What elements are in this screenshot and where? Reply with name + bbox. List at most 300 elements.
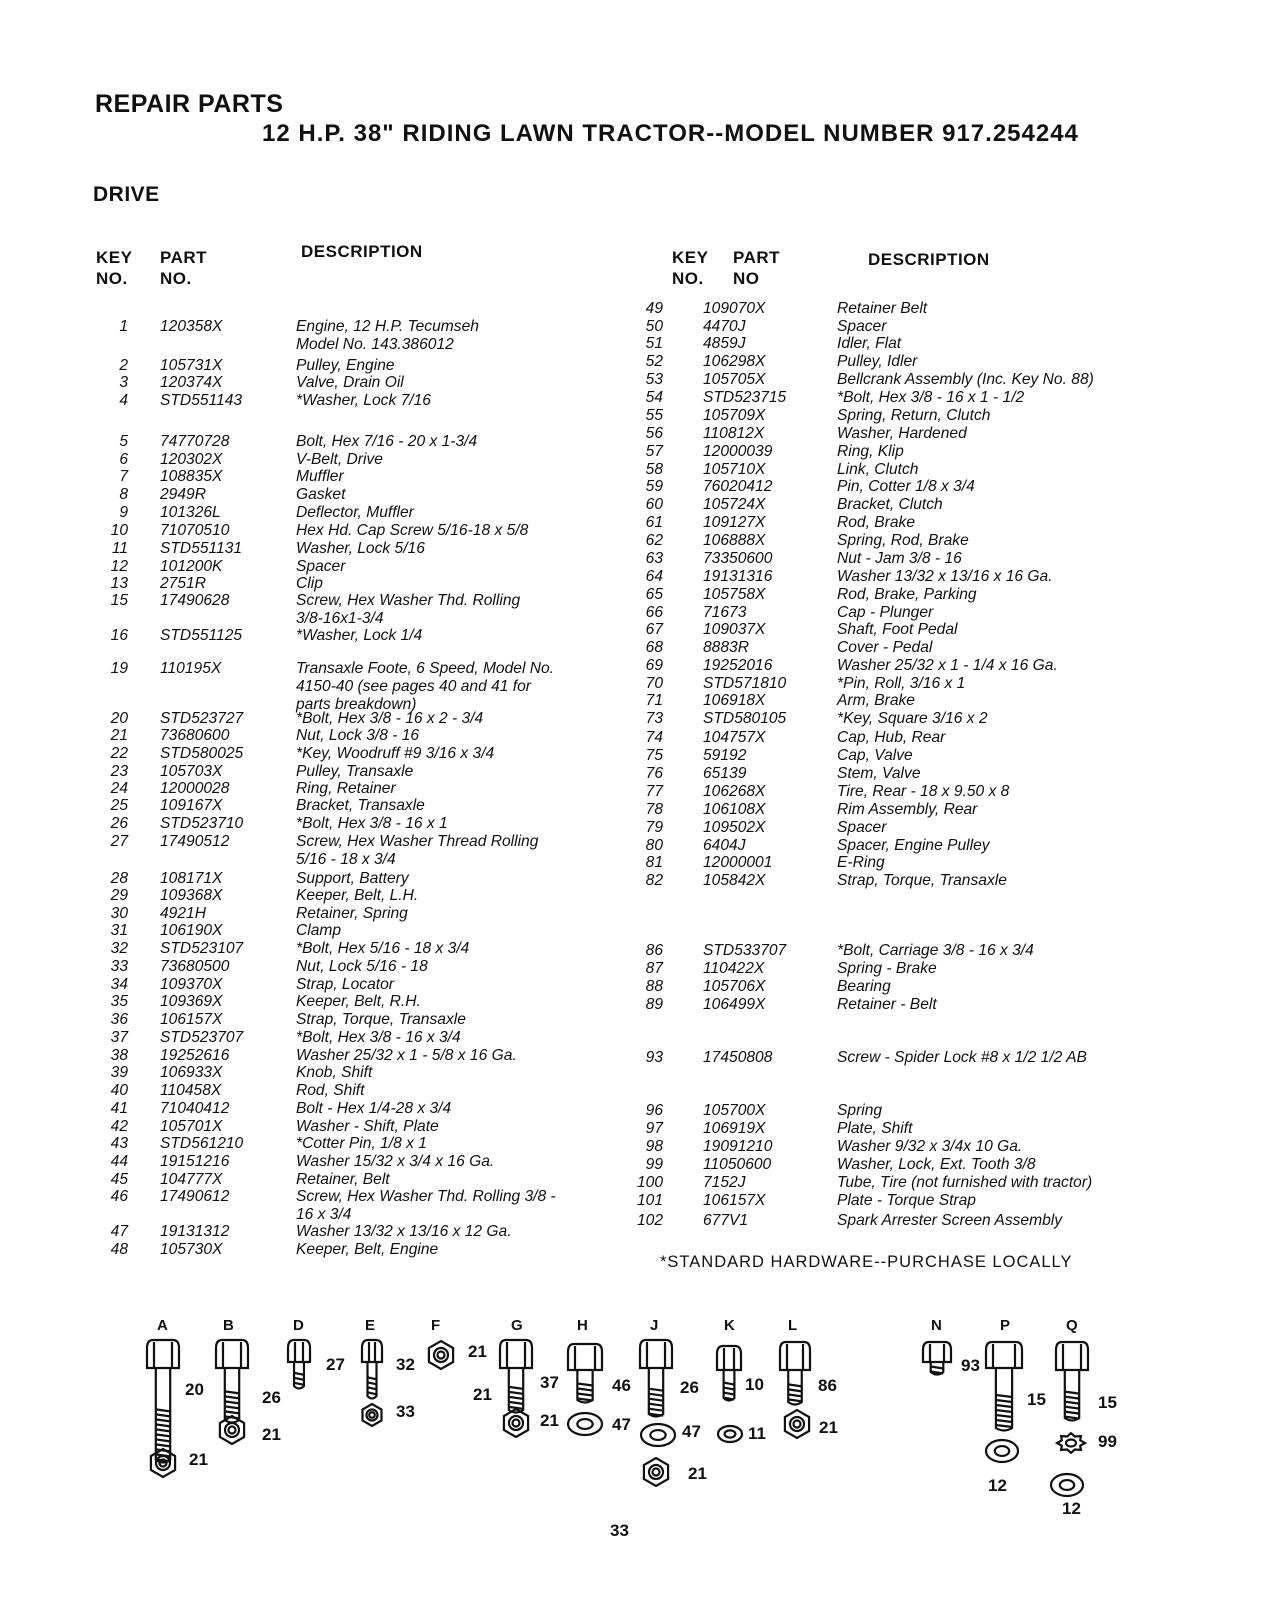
key-number: 52 (645, 353, 663, 370)
key-number: 15 (110, 592, 128, 609)
hardware-callout: 86 (818, 1376, 837, 1395)
hardware-callout: 33 (396, 1402, 415, 1421)
key-number: 88 (645, 978, 663, 995)
key-number: 79 (645, 819, 663, 836)
part-number: STD533707 (703, 942, 787, 959)
left-part-row (88, 486, 345, 504)
key-number: 44 (110, 1153, 128, 1170)
left-part-row (88, 1029, 461, 1047)
part-description: Washer, Lock 5/16 (296, 540, 425, 557)
part-description: *Bolt, Hex 3/8 - 16 x 1 (296, 815, 448, 832)
left-part-row (88, 660, 554, 714)
key-number: 78 (645, 801, 663, 818)
left-part-row (88, 627, 422, 645)
part-number: 106918X (703, 692, 766, 709)
right-part-row (633, 978, 891, 996)
right-part-row (633, 389, 1024, 407)
nut-icon (644, 1458, 668, 1486)
key-number: 1 (119, 318, 128, 335)
part-number: 110812X (703, 425, 765, 442)
part-description: *Key, Woodruff #9 3/16 x 3/4 (296, 745, 495, 762)
left-part-row (88, 1223, 512, 1241)
bolt-icon (640, 1340, 672, 1417)
right-part-row (633, 300, 927, 318)
left-part-row (88, 905, 408, 923)
key-number: 33 (110, 958, 128, 975)
part-description: Pin, Cotter 1/8 x 3/4 (837, 478, 975, 495)
part-number: 105703X (160, 763, 223, 780)
key-number: 93 (645, 1049, 663, 1066)
right-part-row (633, 1138, 1022, 1156)
right-part-row (633, 443, 904, 461)
part-description: Bracket, Clutch (837, 496, 943, 513)
hardware-callout: 10 (745, 1375, 764, 1394)
left-part-row (88, 1153, 494, 1171)
part-description: Cap, Hub, Rear (837, 729, 946, 746)
part-description: Washer 13/32 x 13/16 x 16 Ga. (837, 568, 1053, 585)
hardware-callout: 26 (262, 1388, 281, 1407)
hardware-callout: 12 (1062, 1499, 1081, 1518)
part-description: Nut - Jam 3/8 - 16 (837, 550, 962, 567)
left-part-row (88, 433, 477, 451)
part-number: 109167X (160, 797, 223, 814)
part-number: 104777X (160, 1171, 223, 1188)
part-description: Washer 9/32 x 3/4x 10 Ga. (837, 1138, 1023, 1155)
part-number: 105706X (703, 978, 766, 995)
hardware-callout: 37 (540, 1373, 559, 1392)
left-part-row (88, 710, 483, 728)
hardware-letter: E (365, 1317, 376, 1334)
key-number: 6 (119, 451, 128, 468)
part-number: STD551125 (160, 627, 243, 644)
hardware-callout: 47 (612, 1415, 631, 1434)
hardware-letter: Q (1066, 1317, 1078, 1334)
key-number: 102 (636, 1212, 663, 1229)
right-part-row (633, 318, 886, 336)
part-description: *Bolt, Carriage 3/8 - 16 x 3/4 (837, 942, 1034, 959)
key-number: 35 (110, 993, 128, 1010)
part-number: 106108X (703, 801, 766, 818)
hardware-callout: 21 (819, 1418, 838, 1437)
nut-icon (220, 1416, 244, 1444)
part-description: Tire, Rear - 18 x 9.50 x 8 (837, 783, 1010, 800)
key-number: 30 (110, 905, 128, 922)
hardware-callout: 21 (473, 1385, 492, 1404)
left-desc-header: DESCRIPTION (301, 242, 423, 261)
part-number: 106888X (703, 532, 766, 549)
hardware-callout: 21 (189, 1450, 208, 1469)
key-number: 50 (645, 318, 663, 335)
hardware-callout: 15 (1027, 1390, 1046, 1409)
part-number: 74770728 (160, 433, 230, 450)
part-number: 106268X (703, 783, 766, 800)
part-number: 109127X (703, 514, 766, 531)
part-number: 6404J (703, 837, 746, 854)
left-part-row (88, 592, 520, 628)
part-description: Cap, Valve (837, 747, 913, 764)
part-description: Spring - Brake (837, 960, 937, 977)
key-number: 41 (110, 1100, 128, 1117)
part-description: Support, Battery (296, 870, 409, 887)
part-description: Washer - Shift, Plate (296, 1118, 439, 1135)
key-number: 37 (110, 1029, 128, 1046)
part-description: Spring (837, 1102, 883, 1119)
nut-icon (785, 1410, 809, 1438)
part-description: Clamp (296, 922, 342, 939)
right-part-row (633, 837, 990, 855)
part-number: STD523710 (160, 815, 244, 832)
left-part-row (88, 1082, 364, 1100)
left-key-header: KEY NO. (96, 248, 133, 288)
part-number: 109370X (160, 976, 223, 993)
left-part-row (88, 1011, 466, 1029)
left-part-row (88, 1047, 517, 1065)
part-number: 59192 (703, 747, 747, 764)
right-part-row (633, 1156, 1036, 1174)
key-number: 101 (636, 1192, 663, 1209)
hardware-letter: A (157, 1317, 168, 1334)
key-number: 63 (645, 550, 663, 567)
right-part-row (633, 1192, 976, 1210)
key-number: 68 (645, 639, 663, 656)
right-part-row (633, 639, 932, 657)
key-number: 8 (119, 486, 128, 503)
key-number: 10 (110, 522, 128, 539)
key-number: 49 (645, 300, 663, 317)
left-part-row (88, 468, 344, 486)
bolt-icon (986, 1342, 1022, 1431)
part-number: 105758X (703, 586, 766, 603)
key-number: 4 (119, 392, 128, 409)
part-number: 19252616 (160, 1047, 230, 1064)
part-description: Spring, Return, Clutch (837, 407, 991, 424)
key-number: 69 (645, 657, 663, 674)
key-number: 28 (110, 870, 128, 887)
right-part-row (633, 1102, 882, 1120)
left-part-row (88, 558, 345, 576)
part-number: STD523715 (703, 389, 787, 406)
key-number: 99 (645, 1156, 663, 1173)
left-part-row (88, 522, 528, 540)
key-number: 73 (645, 710, 663, 727)
part-number: 105724X (703, 496, 766, 513)
hardware-callout: 20 (185, 1380, 204, 1399)
hardware-callout: 26 (680, 1378, 699, 1397)
left-part-row (88, 958, 428, 976)
hardware-callout: 46 (612, 1376, 631, 1395)
key-number: 11 (111, 540, 128, 557)
part-description: Engine, 12 H.P. Tecumseh Model No. 143.386012 (296, 318, 479, 353)
key-number: 74 (645, 729, 663, 746)
part-number: 17490628 (160, 592, 230, 609)
bolt-icon (288, 1340, 310, 1389)
part-description: Pulley, Idler (837, 353, 918, 370)
part-description: Gasket (296, 486, 346, 503)
key-number: 12 (110, 558, 128, 575)
part-number: 12000001 (703, 854, 773, 871)
part-description: *Bolt, Hex 3/8 - 16 x 3/4 (296, 1029, 461, 1046)
part-description: Spark Arrester Screen Assembly (837, 1212, 1063, 1229)
right-part-row (633, 1049, 1087, 1067)
part-description: Screw, Hex Washer Thd. Rolling 3/8-16x1-3/4 (296, 592, 521, 627)
part-description: Spacer (837, 318, 887, 335)
part-number: 19252016 (703, 657, 773, 674)
key-number: 55 (645, 407, 663, 424)
part-number: 4921H (160, 905, 206, 922)
part-description: Screw, Hex Washer Thread Rolling 5/16 - 18 x 3/4 (296, 833, 539, 868)
part-description: Keeper, Belt, L.H. (296, 887, 419, 904)
key-number: 58 (645, 461, 663, 478)
hardware-callout: 21 (688, 1464, 707, 1483)
part-description: Plate - Torque Strap (837, 1192, 976, 1209)
part-number: 7152J (703, 1174, 746, 1191)
right-part-row (633, 675, 965, 693)
left-part-header: PART NO. (160, 248, 208, 288)
left-part-row (88, 374, 404, 392)
part-number: 105842X (703, 872, 766, 889)
part-number: 109369X (160, 993, 223, 1010)
right-part-row (633, 942, 1034, 960)
part-description: Spacer (296, 558, 346, 575)
part-description: Bracket, Transaxle (296, 797, 425, 814)
hardware-callout: 32 (396, 1355, 415, 1374)
part-number: 101200K (160, 558, 223, 575)
left-part-row (88, 797, 425, 815)
part-number: 101326L (160, 504, 221, 521)
part-description: Strap, Torque, Transaxle (296, 1011, 466, 1028)
part-description: Stem, Valve (837, 765, 921, 782)
part-number: 106298X (703, 353, 766, 370)
key-number: 61 (645, 514, 663, 531)
key-number: 81 (645, 854, 663, 871)
part-description: Retainer, Spring (296, 905, 408, 922)
left-part-row (88, 976, 394, 994)
key-number: 64 (645, 568, 663, 585)
right-part-row (633, 353, 917, 371)
part-description: Nut, Lock 3/8 - 16 (296, 727, 420, 744)
standard-hardware-note: *STANDARD HARDWARE--PURCHASE LOCALLY (660, 1253, 1073, 1271)
part-description: Strap, Locator (296, 976, 394, 993)
key-number: 89 (645, 996, 663, 1013)
right-part-row (633, 729, 945, 747)
left-part-row (88, 575, 323, 593)
part-description: Idler, Flat (837, 335, 902, 352)
part-description: *Washer, Lock 1/4 (296, 627, 423, 644)
key-number: 86 (645, 942, 663, 959)
key-number: 32 (110, 940, 128, 957)
part-number: 17490612 (160, 1188, 230, 1205)
nut-icon (363, 1404, 382, 1426)
part-number: 4859J (703, 335, 746, 352)
part-description: Rod, Brake (837, 514, 916, 531)
right-part-row (633, 621, 958, 639)
part-number: 19151216 (160, 1153, 230, 1170)
part-number: 19131312 (160, 1223, 230, 1240)
key-number: 5 (119, 433, 128, 450)
left-part-row (88, 392, 431, 410)
part-description: Muffler (296, 468, 344, 485)
part-description: Retainer Belt (837, 300, 928, 317)
part-number: STD523727 (160, 710, 244, 727)
key-number: 48 (110, 1241, 128, 1258)
key-number: 36 (110, 1011, 128, 1028)
part-number: 105710X (703, 461, 766, 478)
part-number: 106157X (703, 1192, 766, 1209)
part-description: Rim Assembly, Rear (837, 801, 978, 818)
hardware-callout: 15 (1098, 1393, 1117, 1412)
left-part-row (88, 993, 421, 1011)
right-part-row (633, 657, 1058, 675)
bolt-icon (923, 1342, 951, 1375)
key-number: 100 (636, 1174, 663, 1191)
bolt-icon (568, 1344, 602, 1403)
part-number: 65139 (703, 765, 747, 782)
left-part-row (88, 1171, 390, 1189)
key-number: 87 (645, 960, 663, 977)
key-number: 53 (645, 371, 663, 388)
part-description: Keeper, Belt, Engine (296, 1241, 439, 1258)
hardware-callout: 93 (961, 1356, 980, 1375)
hardware-callout: 27 (326, 1355, 345, 1374)
part-description: *Bolt, Hex 3/8 - 16 x 2 - 3/4 (296, 710, 484, 727)
left-part-row (88, 1135, 427, 1153)
washer-icon (641, 1424, 675, 1446)
part-number: 2751R (160, 575, 206, 592)
part-description: Washer, Lock, Ext. Tooth 3/8 (837, 1156, 1036, 1173)
left-part-row (88, 745, 494, 763)
key-number: 42 (110, 1118, 128, 1135)
page-number: 33 (610, 1521, 629, 1540)
part-number: STD523707 (160, 1029, 244, 1046)
part-description: *Key, Square 3/16 x 2 (837, 710, 988, 727)
part-number: 105731X (160, 357, 223, 374)
right-part-row (633, 568, 1053, 586)
key-number: 65 (645, 586, 663, 603)
part-number: 106919X (703, 1120, 766, 1137)
part-number: 76020412 (703, 478, 773, 495)
right-part-row (633, 335, 901, 353)
part-description: Hex Hd. Cap Screw 5/16-18 x 5/8 (296, 522, 529, 539)
part-description: Deflector, Muffler (296, 504, 414, 521)
part-description: Washer 25/32 x 1 - 5/8 x 16 Ga. (296, 1047, 517, 1064)
bolt-icon (147, 1340, 179, 1463)
key-number: 20 (110, 710, 128, 727)
part-number: 12000039 (703, 443, 773, 460)
part-number: 106499X (703, 996, 766, 1013)
part-description: Plate, Shift (837, 1120, 913, 1137)
washer-icon (986, 1440, 1018, 1462)
part-description: Tube, Tire (not furnished with tractor) (837, 1174, 1093, 1191)
part-number: STD580025 (160, 745, 244, 762)
right-part-row (633, 692, 915, 710)
part-number: 109368X (160, 887, 223, 904)
key-number: 76 (645, 765, 663, 782)
left-part-row (88, 357, 395, 375)
right-part-row (633, 1174, 1092, 1192)
part-description: Arm, Brake (837, 692, 915, 709)
key-number: 25 (110, 797, 128, 814)
left-part-row (88, 1100, 451, 1118)
hardware-letter: J (650, 1317, 659, 1334)
part-number: 73680600 (160, 727, 230, 744)
key-number: 57 (645, 443, 663, 460)
left-part-row (88, 1241, 438, 1259)
key-number: 40 (110, 1082, 128, 1099)
right-part-row (633, 819, 886, 837)
key-number: 13 (110, 575, 128, 592)
key-number: 96 (645, 1102, 663, 1119)
bolt-icon (780, 1342, 810, 1405)
part-description: Washer 15/32 x 3/4 x 16 Ga. (296, 1153, 495, 1170)
part-number: 8883R (703, 639, 749, 656)
part-description: Shaft, Foot Pedal (837, 621, 958, 638)
right-part-row (633, 1120, 912, 1138)
page-title: REPAIR PARTS (95, 90, 284, 118)
key-number: 2 (119, 357, 128, 374)
left-part-row (88, 504, 414, 522)
part-description: *Pin, Roll, 3/16 x 1 (837, 675, 966, 692)
section-title: DRIVE (93, 183, 160, 206)
part-description: Screw - Spider Lock #8 x 1/2 1/2 AB (837, 1049, 1087, 1066)
right-part-row (633, 478, 975, 496)
part-number: 109070X (703, 300, 766, 317)
hardware-letter: G (511, 1317, 523, 1334)
key-number: 9 (119, 504, 128, 521)
part-description: Strap, Torque, Transaxle (837, 872, 1007, 889)
left-part-row (88, 870, 409, 888)
key-number: 62 (645, 532, 663, 549)
hardware-letter: F (431, 1317, 441, 1334)
part-number: 105709X (703, 407, 766, 424)
key-number: 31 (110, 922, 128, 939)
part-description: Pulley, Transaxle (296, 763, 414, 780)
key-number: 67 (645, 621, 663, 638)
washer-icon (718, 1426, 742, 1442)
hardware-letter: K (724, 1317, 735, 1334)
part-number: STD523107 (160, 940, 244, 957)
left-part-row (88, 1118, 439, 1136)
key-number: 77 (645, 783, 663, 800)
part-number: 106933X (160, 1064, 223, 1081)
part-number: 110195X (160, 660, 222, 677)
bolt-icon (1056, 1342, 1088, 1421)
key-number: 97 (645, 1120, 663, 1137)
left-part-row (88, 887, 418, 905)
part-number: 106157X (160, 1011, 223, 1028)
right-part-row (633, 710, 988, 728)
hardware-letter: D (293, 1317, 304, 1334)
part-number: 120302X (160, 451, 223, 468)
part-description: Nut, Lock 5/16 - 18 (296, 958, 428, 975)
key-number: 54 (645, 389, 663, 406)
key-number: 29 (110, 887, 128, 904)
left-part-row (88, 922, 341, 940)
part-description: Keeper, Belt, R.H. (296, 993, 421, 1010)
left-part-row (88, 1064, 372, 1082)
right-part-row (633, 550, 962, 568)
part-description: Transaxle Foote, 6 Speed, Model No. 4150-40 (see pages 40 and 41 for parts breakdown) (296, 660, 555, 713)
right-part-row (633, 783, 1009, 801)
left-part-row (88, 727, 419, 745)
right-part-row (633, 765, 921, 783)
hardware-callout: 11 (748, 1424, 766, 1443)
right-part-row (633, 996, 937, 1014)
part-number: 19091210 (703, 1138, 773, 1155)
key-number: 60 (645, 496, 663, 513)
hardware-callout: 21 (262, 1425, 281, 1444)
key-number: 82 (645, 872, 663, 889)
key-number: 51 (645, 335, 663, 352)
